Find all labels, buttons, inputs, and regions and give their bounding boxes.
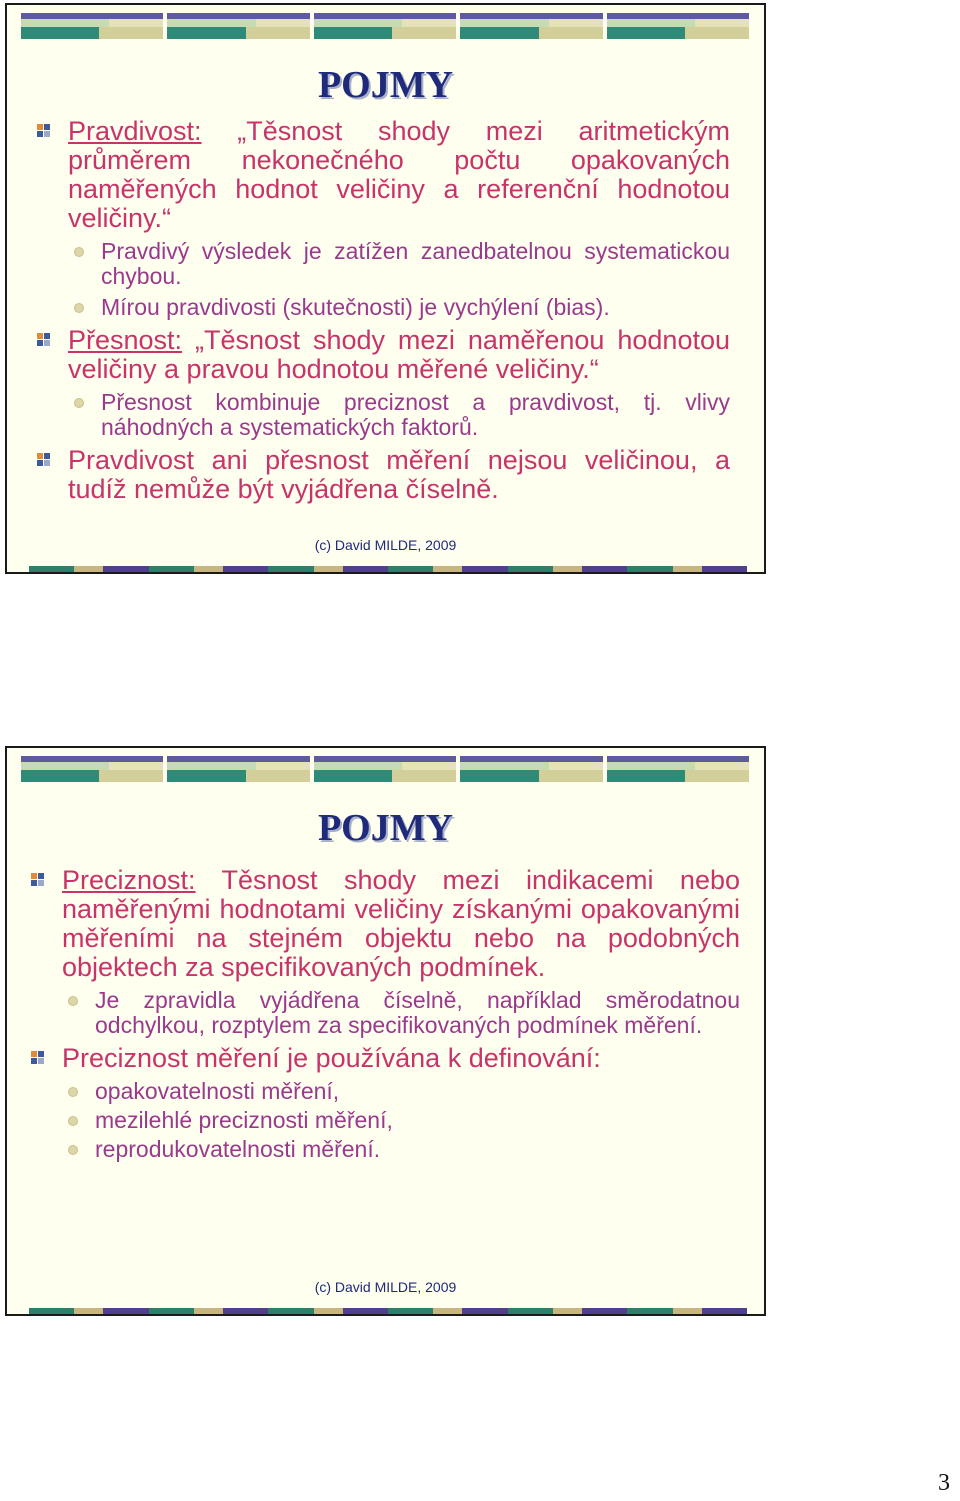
slide-title: POJMY bbox=[317, 807, 454, 849]
slide-2 bbox=[5, 746, 766, 1316]
dot-icon bbox=[68, 1116, 78, 1126]
bullet-preciznost bbox=[29, 866, 740, 982]
dot-icon bbox=[68, 1087, 78, 1097]
bullet-text: Preciznost měření je používána k definování: bbox=[62, 1043, 601, 1073]
bullet-icon bbox=[31, 873, 44, 886]
dot-icon bbox=[68, 1145, 78, 1155]
bullet-presnost bbox=[35, 326, 730, 384]
sub-bullet: Přesnost kombinuje preciznost a pravdivost, tj. vlivy náhodných a systematických faktorů. bbox=[68, 390, 730, 440]
dot-icon bbox=[68, 996, 78, 1006]
dot-icon bbox=[74, 303, 84, 313]
bullet-definition bbox=[29, 1044, 740, 1073]
bullet-icon bbox=[37, 124, 50, 137]
page-number: 3 bbox=[938, 1470, 950, 1496]
term-label: Přesnost: bbox=[68, 325, 183, 355]
bullet-icon bbox=[37, 333, 50, 346]
bullet-text: Pravdivost ani přesnost měření nejsou veličinou, a tudíž nemůže být vyjádřena číselně. bbox=[68, 445, 730, 504]
dot-icon bbox=[74, 247, 84, 257]
sub-bullet: opakovatelnosti měření, bbox=[62, 1079, 740, 1104]
slide-footer-band bbox=[29, 1308, 747, 1314]
sub-bullet: Pravdivý výsledek je zatížen zanedbatelnou systematickou chybou. bbox=[68, 239, 730, 289]
slide-footer: (c) David MILDE, 2009 bbox=[314, 537, 457, 553]
term-label: Pravdivost: bbox=[68, 116, 202, 146]
slide-content bbox=[35, 117, 730, 510]
slide-content bbox=[29, 866, 740, 1166]
bullet-text: „Těsnost shody mezi aritmetickým průměrem nekonečného počtu opakovaných naměřených hodnot veličiny a referenční hodnotou veličiny.“ bbox=[68, 116, 730, 233]
slide-1 bbox=[5, 3, 766, 574]
sub-bullet: reprodukovatelnosti měření. bbox=[62, 1137, 740, 1162]
sub-bullet: mezilehlé preciznosti měření, bbox=[62, 1108, 740, 1133]
slide-header-band bbox=[21, 13, 749, 39]
sub-bullet: Je zpravidla vyjádřena číselně, například směrodatnou odchylkou, rozptylem za specifikovaných podmínek měření. bbox=[62, 988, 740, 1038]
slide-footer-band bbox=[29, 566, 747, 572]
slide-header-band bbox=[21, 756, 749, 782]
slide-title: POJMY bbox=[317, 64, 454, 106]
slide-footer: (c) David MILDE, 2009 bbox=[314, 1279, 457, 1295]
dot-icon bbox=[74, 398, 84, 408]
bullet-icon bbox=[37, 453, 50, 466]
bullet-pravdivost bbox=[35, 117, 730, 233]
term-label: Preciznost: bbox=[62, 865, 196, 895]
bullet-statement bbox=[35, 446, 730, 504]
bullet-icon bbox=[31, 1051, 44, 1064]
bullet-text: „Těsnost shody mezi naměřenou hodnotou veličiny a pravou hodnotou měřené veličiny.“ bbox=[68, 325, 730, 384]
sub-bullet: Mírou pravdivosti (skutečnosti) je vychýlení (bias). bbox=[68, 295, 730, 320]
bullet-text: Těsnost shody mezi indikacemi nebo naměřenými hodnotami veličiny získanými opakovanými měřeními na stejném objektu nebo na podobných objektech za specifikovaných podmínek. bbox=[62, 865, 740, 982]
